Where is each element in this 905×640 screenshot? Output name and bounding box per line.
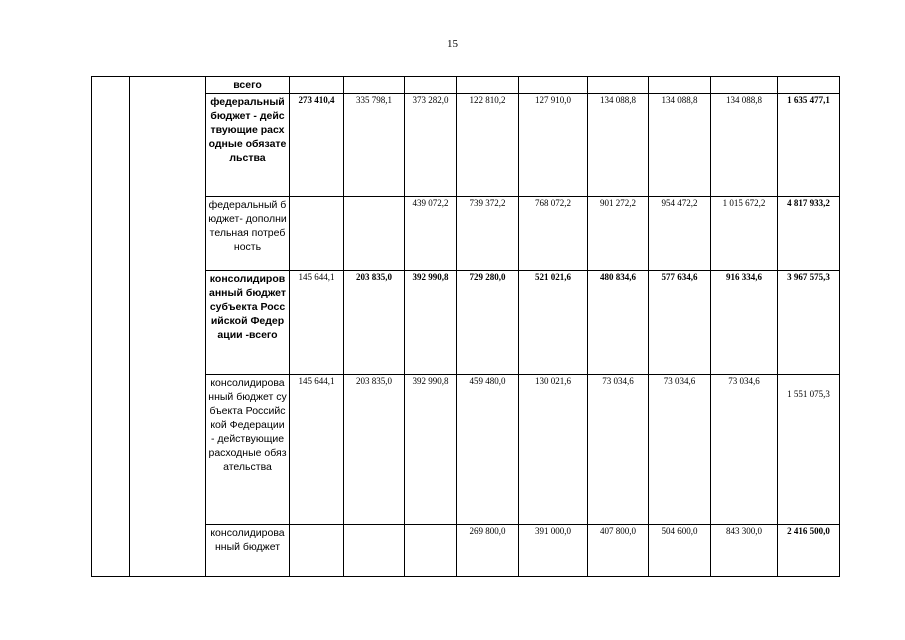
value-cell: 373 282,0 xyxy=(405,94,457,197)
value-cell xyxy=(519,77,588,94)
value-cell: 134 088,8 xyxy=(711,94,778,197)
value-cell xyxy=(344,77,405,94)
value-cell xyxy=(778,375,840,525)
value-cell: 130 021,6 xyxy=(519,375,588,525)
value-cell: 145 644,1 xyxy=(290,271,344,375)
value-cell: 459 480,0 xyxy=(457,375,519,525)
empty-cell-col1 xyxy=(92,77,130,577)
value-cell: 768 072,2 xyxy=(519,197,588,271)
value-cell: 335 798,1 xyxy=(344,94,405,197)
value-cell: 916 334,6 xyxy=(711,271,778,375)
value-cell: 407 800,0 xyxy=(588,525,649,577)
value-cell: 134 088,8 xyxy=(588,94,649,197)
value-cell xyxy=(778,77,840,94)
value-cell xyxy=(290,77,344,94)
value-cell: 134 088,8 xyxy=(649,94,711,197)
value-cell: 954 472,2 xyxy=(649,197,711,271)
value-cell: 1 635 477,1 xyxy=(778,94,840,197)
value-cell: 203 835,0 xyxy=(344,271,405,375)
row-label: всего xyxy=(206,77,290,94)
value-cell xyxy=(344,525,405,577)
value-cell: 392 990,8 xyxy=(405,271,457,375)
value-cell: 3 967 575,3 xyxy=(778,271,840,375)
value-cell: 1 015 672,2 xyxy=(711,197,778,271)
value-cell: 73 034,6 xyxy=(711,375,778,525)
table-row xyxy=(92,77,840,94)
row-label: консолидированный бюджет xyxy=(206,525,290,577)
value-cell: 480 834,6 xyxy=(588,271,649,375)
value-cell xyxy=(405,525,457,577)
budget-table xyxy=(91,76,840,577)
value-cell: 122 810,2 xyxy=(457,94,519,197)
value-cell xyxy=(344,197,405,271)
value-cell xyxy=(405,77,457,94)
value-cell: 127 910,0 xyxy=(519,94,588,197)
total-value: 1 551 075,3 xyxy=(787,389,830,399)
row-label: федеральный бюджет- дополнительная потребность xyxy=(206,197,290,271)
value-cell: 729 280,0 xyxy=(457,271,519,375)
value-cell: 521 021,6 xyxy=(519,271,588,375)
value-cell xyxy=(649,77,711,94)
value-cell: 269 800,0 xyxy=(457,525,519,577)
value-cell: 901 272,2 xyxy=(588,197,649,271)
value-cell: 2 416 500,0 xyxy=(778,525,840,577)
page-number: 15 xyxy=(447,38,458,50)
value-cell xyxy=(457,77,519,94)
value-cell: 73 034,6 xyxy=(588,375,649,525)
value-cell xyxy=(588,77,649,94)
value-cell: 843 300,0 xyxy=(711,525,778,577)
value-cell xyxy=(711,77,778,94)
row-label: федеральный бюджет - действующие расходные обязательства xyxy=(206,94,290,197)
row-label: консолидированный бюджет субъекта Российской Федерации - действующие расходные обязательства xyxy=(206,375,290,525)
value-cell xyxy=(290,197,344,271)
value-cell: 273 410,4 xyxy=(290,94,344,197)
value-cell: 4 817 933,2 xyxy=(778,197,840,271)
value-cell: 203 835,0 xyxy=(344,375,405,525)
value-cell: 439 072,2 xyxy=(405,197,457,271)
value-cell: 504 600,0 xyxy=(649,525,711,577)
value-cell: 391 000,0 xyxy=(519,525,588,577)
value-cell: 577 634,6 xyxy=(649,271,711,375)
empty-cell-col2 xyxy=(130,77,206,577)
value-cell: 145 644,1 xyxy=(290,375,344,525)
value-cell: 73 034,6 xyxy=(649,375,711,525)
row-label: консолидированный бюджет субъекта Российской Федерации -всего xyxy=(206,271,290,375)
value-cell: 392 990,8 xyxy=(405,375,457,525)
value-cell: 739 372,2 xyxy=(457,197,519,271)
value-cell xyxy=(290,525,344,577)
